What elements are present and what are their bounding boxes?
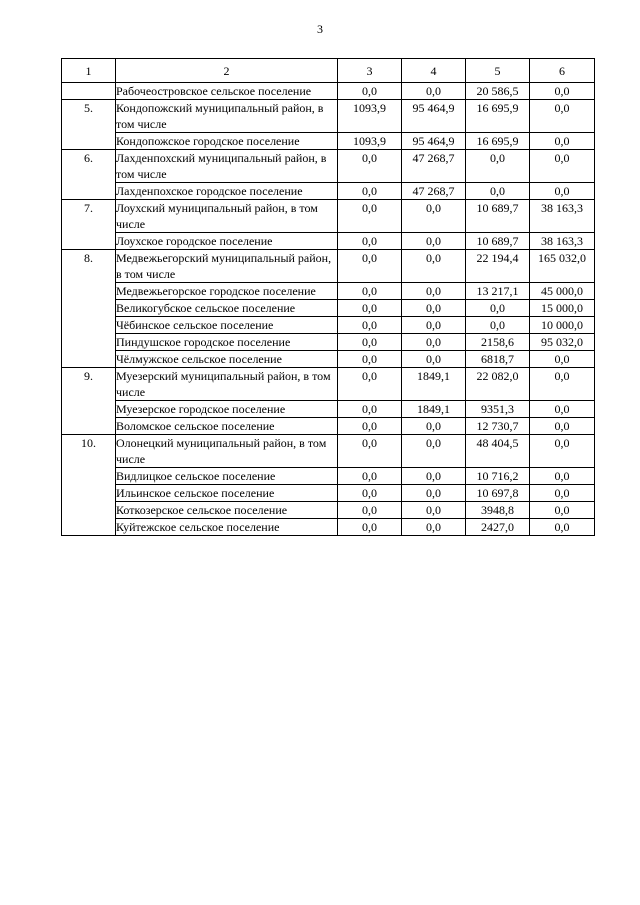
value-cell-v6: 0,0 xyxy=(530,418,595,435)
value-cell-v5: 20 586,5 xyxy=(466,83,530,100)
value-cell-v6: 0,0 xyxy=(530,100,595,133)
row-number-cell: 6. xyxy=(62,150,116,200)
value-cell-v4: 47 268,7 xyxy=(402,183,466,200)
row-number-cell: 5. xyxy=(62,100,116,150)
table-row xyxy=(62,283,595,300)
value-cell-v3: 0,0 xyxy=(338,351,402,368)
municipality-name-cell: Муезерское городское поселение xyxy=(116,401,338,418)
municipality-name-cell: Лахденпохское городское поселение xyxy=(116,183,338,200)
value-cell-v6: 0,0 xyxy=(530,502,595,519)
value-cell-v3: 0,0 xyxy=(338,485,402,502)
table-row xyxy=(62,485,595,502)
row-number-cell: 8. xyxy=(62,250,116,368)
municipality-name-cell: Воломское сельское поселение xyxy=(116,418,338,435)
municipality-name-cell: Пиндушское городское поселение xyxy=(116,334,338,351)
value-cell-v5: 22 194,4 xyxy=(466,250,530,283)
value-cell-v4: 0,0 xyxy=(402,283,466,300)
value-cell-v6: 15 000,0 xyxy=(530,300,595,317)
value-cell-v5: 48 404,5 xyxy=(466,435,530,468)
value-cell-v5: 6818,7 xyxy=(466,351,530,368)
value-cell-v4: 0,0 xyxy=(402,233,466,250)
value-cell-v6: 0,0 xyxy=(530,83,595,100)
value-cell-v3: 0,0 xyxy=(338,83,402,100)
municipality-name-cell: Кондопожский муниципальный район, в том числе xyxy=(116,100,338,133)
municipality-name-cell: Чёбинское сельское поселение xyxy=(116,317,338,334)
row-number-cell xyxy=(62,83,116,100)
value-cell-v5: 0,0 xyxy=(466,183,530,200)
page-number: 3 xyxy=(317,22,323,36)
value-cell-v6: 0,0 xyxy=(530,401,595,418)
value-cell-v3: 0,0 xyxy=(338,200,402,233)
row-number-cell: 9. xyxy=(62,368,116,435)
header-cell: 5 xyxy=(466,59,530,83)
municipality-name-cell: Чёлмужское сельское поселение xyxy=(116,351,338,368)
municipality-name-cell: Видлицкое сельское поселение xyxy=(116,468,338,485)
table-row xyxy=(62,317,595,334)
table-row xyxy=(62,351,595,368)
table-row xyxy=(62,83,595,100)
value-cell-v5: 0,0 xyxy=(466,150,530,183)
header-cell: 4 xyxy=(402,59,466,83)
municipality-name-cell: Коткозерское сельское поселение xyxy=(116,502,338,519)
municipality-name-cell: Кондопожское городское поселение xyxy=(116,133,338,150)
value-cell-v6: 0,0 xyxy=(530,468,595,485)
value-cell-v4: 1849,1 xyxy=(402,368,466,401)
value-cell-v4: 0,0 xyxy=(402,519,466,536)
value-cell-v6: 0,0 xyxy=(530,183,595,200)
table-row xyxy=(62,418,595,435)
municipality-name-cell: Олонецкий муниципальный район, в том числе xyxy=(116,435,338,468)
table-row xyxy=(62,233,595,250)
table-body xyxy=(62,59,595,536)
value-cell-v5: 3948,8 xyxy=(466,502,530,519)
value-cell-v5: 0,0 xyxy=(466,300,530,317)
value-cell-v3: 0,0 xyxy=(338,300,402,317)
value-cell-v5: 10 689,7 xyxy=(466,233,530,250)
value-cell-v3: 0,0 xyxy=(338,317,402,334)
table-row xyxy=(62,150,595,183)
value-cell-v3: 1093,9 xyxy=(338,133,402,150)
header-cell: 1 xyxy=(62,59,116,83)
value-cell-v5: 13 217,1 xyxy=(466,283,530,300)
value-cell-v6: 0,0 xyxy=(530,519,595,536)
header-row xyxy=(62,59,595,83)
value-cell-v5: 10 716,2 xyxy=(466,468,530,485)
value-cell-v6: 0,0 xyxy=(530,485,595,502)
table-row xyxy=(62,200,595,233)
value-cell-v6: 10 000,0 xyxy=(530,317,595,334)
value-cell-v3: 0,0 xyxy=(338,368,402,401)
table-row xyxy=(62,250,595,283)
table-row xyxy=(62,401,595,418)
municipality-name-cell: Муезерский муниципальный район, в том числе xyxy=(116,368,338,401)
value-cell-v3: 1093,9 xyxy=(338,100,402,133)
value-cell-v3: 0,0 xyxy=(338,150,402,183)
value-cell-v5: 12 730,7 xyxy=(466,418,530,435)
value-cell-v4: 0,0 xyxy=(402,300,466,317)
value-cell-v4: 0,0 xyxy=(402,334,466,351)
value-cell-v4: 0,0 xyxy=(402,485,466,502)
value-cell-v4: 95 464,9 xyxy=(402,133,466,150)
value-cell-v3: 0,0 xyxy=(338,183,402,200)
header-cell: 3 xyxy=(338,59,402,83)
table-row xyxy=(62,502,595,519)
table-row xyxy=(62,183,595,200)
municipality-name-cell: Куйтежское сельское поселение xyxy=(116,519,338,536)
value-cell-v6: 95 032,0 xyxy=(530,334,595,351)
value-cell-v4: 0,0 xyxy=(402,250,466,283)
value-cell-v5: 16 695,9 xyxy=(466,100,530,133)
municipality-name-cell: Ильинское сельское поселение xyxy=(116,485,338,502)
value-cell-v5: 0,0 xyxy=(466,317,530,334)
municipality-name-cell: Медвежьегорский муниципальный район, в том числе xyxy=(116,250,338,283)
header-cell: 2 xyxy=(116,59,338,83)
value-cell-v3: 0,0 xyxy=(338,502,402,519)
value-cell-v4: 0,0 xyxy=(402,200,466,233)
value-cell-v3: 0,0 xyxy=(338,250,402,283)
municipality-name-cell: Лахденпохский муниципальный район, в том числе xyxy=(116,150,338,183)
municipality-name-cell: Рабочеостровское сельское поселение xyxy=(116,83,338,100)
row-number-cell: 10. xyxy=(62,435,116,536)
municipality-name-cell: Великогубское сельское поселение xyxy=(116,300,338,317)
value-cell-v3: 0,0 xyxy=(338,334,402,351)
value-cell-v3: 0,0 xyxy=(338,401,402,418)
table-row xyxy=(62,435,595,468)
value-cell-v6: 165 032,0 xyxy=(530,250,595,283)
value-cell-v4: 1849,1 xyxy=(402,401,466,418)
table-row xyxy=(62,334,595,351)
table-row xyxy=(62,468,595,485)
value-cell-v4: 0,0 xyxy=(402,418,466,435)
value-cell-v4: 0,0 xyxy=(402,468,466,485)
value-cell-v4: 0,0 xyxy=(402,317,466,334)
value-cell-v6: 45 000,0 xyxy=(530,283,595,300)
table-row xyxy=(62,133,595,150)
value-cell-v5: 16 695,9 xyxy=(466,133,530,150)
value-cell-v5: 2158,6 xyxy=(466,334,530,351)
value-cell-v6: 0,0 xyxy=(530,133,595,150)
value-cell-v6: 0,0 xyxy=(530,150,595,183)
value-cell-v3: 0,0 xyxy=(338,418,402,435)
value-cell-v3: 0,0 xyxy=(338,283,402,300)
value-cell-v4: 0,0 xyxy=(402,502,466,519)
header-cell: 6 xyxy=(530,59,595,83)
value-cell-v4: 0,0 xyxy=(402,83,466,100)
value-cell-v4: 0,0 xyxy=(402,435,466,468)
value-cell-v4: 95 464,9 xyxy=(402,100,466,133)
value-cell-v6: 0,0 xyxy=(530,435,595,468)
municipality-name-cell: Лоухское городское поселение xyxy=(116,233,338,250)
value-cell-v5: 2427,0 xyxy=(466,519,530,536)
value-cell-v4: 0,0 xyxy=(402,351,466,368)
table-row xyxy=(62,519,595,536)
value-cell-v6: 0,0 xyxy=(530,368,595,401)
budget-table xyxy=(61,58,595,536)
row-number-cell: 7. xyxy=(62,200,116,250)
value-cell-v5: 22 082,0 xyxy=(466,368,530,401)
municipality-name-cell: Медвежьегорское городское поселение xyxy=(116,283,338,300)
value-cell-v6: 38 163,3 xyxy=(530,200,595,233)
table-row xyxy=(62,300,595,317)
table-row xyxy=(62,368,595,401)
value-cell-v5: 10 697,8 xyxy=(466,485,530,502)
value-cell-v4: 47 268,7 xyxy=(402,150,466,183)
value-cell-v3: 0,0 xyxy=(338,519,402,536)
value-cell-v5: 9351,3 xyxy=(466,401,530,418)
municipality-name-cell: Лоухский муниципальный район, в том числе xyxy=(116,200,338,233)
value-cell-v5: 10 689,7 xyxy=(466,200,530,233)
value-cell-v6: 0,0 xyxy=(530,351,595,368)
value-cell-v3: 0,0 xyxy=(338,435,402,468)
value-cell-v6: 38 163,3 xyxy=(530,233,595,250)
value-cell-v3: 0,0 xyxy=(338,233,402,250)
table-row xyxy=(62,100,595,133)
value-cell-v3: 0,0 xyxy=(338,468,402,485)
